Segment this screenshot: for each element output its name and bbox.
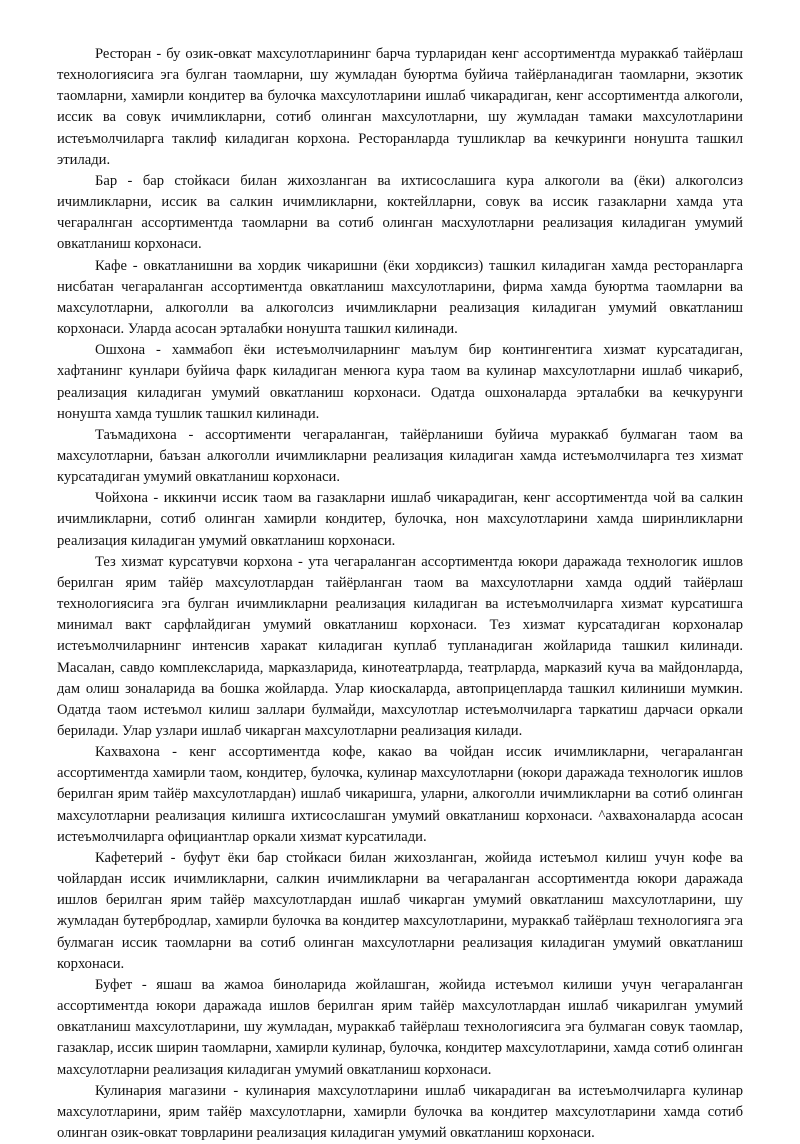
paragraph-oshkhona: Ошхона - хаммабоп ёки истеъмолчиларнинг маълум бир контингентига хизмат курсатадиган, хафтанинг кунлари буйича фарк киладиган менюга кура таом ва кулинар махсулотларни ишлаб чикариб, реализация киладиган умумий овкатланиш корхонаси. Одатда ошхоналарда эрталабки ва кечкурунги нонушта хамда тушлик ташкил килинади. (57, 342, 743, 422)
paragraph-cafe: Кафе - овкатланишни ва хордик чикаришни (ёки хордиксиз) ташкил киладиган хамда ресторанларга нисбатан чегараланган ассортиментда овкатланиш махсулотларини, фирма хамда буюртма таомларни ва махсулотларни, алкоголли ва алкоголсиз ичимликларни реализация киладиган умумий овкатланиш корхонаси. Уларда асосан эрталабки нонушта ташкил килинади. (57, 257, 743, 338)
paragraph-bar: Бар - бар стойкаси билан жихозланган ва ихтисослашига кура алкоголи ва (ёки) алкоголсиз ичимликларни, иссик ва салкин ичимликларни, коктейлларни, совук ва иссик газакларни хамда ута чегаралнган ассортиментда таомларни ва сотиб олинган масхулотларни реализация киладиган умумий овкатланиш корхонаси. (57, 172, 743, 253)
paragraph-restaurant: Ресторан - бу озик-овкат махсулотларининг барча турларидан кенг ассортиментда мураккаб тайёрлаш технологиясига эга булган таомларни, шу жумладан буюртма буйича тайёрланадиган таомларни, экзотик таомларни, хамирли кондитер ва булочка махсулотларини ишлаб чикарадиган, кенг ассортиментда алкоголи, иссик ва совук ичимликларни, сотиб олинган махсулотларни, шу жумладан тамаки махсулотларини истеъмолчиларга таклиф киладиган корхона. Ресторанларда тушликлар ва кечкуринги нонушта ташкил этилади. (57, 46, 743, 168)
paragraph-kakhvakhona: Кахвахона - кенг ассортиментда кофе, какао ва чойдан иссик ичимликларни, чегараланган ассортиментда хамирли таом, кондитер, булочка, кулинар махсулотларни (юкори даражада технологик ишлов берилган ярим тайёр махсулотлардан) ишлаб чикаришга, уларни, алкоголли ичимликларни ва сотиб олинган махсулотларни реализация килишга ихтисослашган умумий овкатланиш корхонаси. ^ахвахоналарда асосан истеъмолчиларга официантлар оркали хизмат курсатилади. (57, 744, 743, 845)
paragraph-buffet: Буфет - яшаш ва жамоа биноларида жойлашган, жойида истеъмол килиши учун чегараланган ассортиментда юкори даражада ишлов берилган ярим тайёр махсулотлардан ишлаб чикарилган умумий овкатланиш махсулотларини, шу жумладан, мураккаб тайёрлаш технологиясига эга булмаган совук таомлар, газаклар, иссик ширин таомларни, хамирли кулинар, булочка, кондитер махсулотларини, хамда сотиб олинган махсулотларни реализация киладиган умумий овкатланиш корхонаси. (57, 976, 743, 1078)
paragraph-fast-service: Тез хизмат курсатувчи корхона - ута чегараланган ассортиментда юкори даражада технологик ишлов берилган ярим тайёр махсулотлардан тайёрланган таом ва махсулотларни хамда оддий тайёрлаш технологиясига эга булган ичимликларни реализация киладиган ва истеъмолчиларга хизмат курсатишга минимал вакт сарфлайдиган умумий овкатланиш корхонаси. Тез хизмат курсатадиган корхоналар истеъмолчиларнинг интенсив харакат киладиган куплаб тупланадиган жойларида ташкил килинади. Масалан, савдо комплексларида, марказларида, кинотеатрларда, театрларда, марказий куча ва майдонларда, дам олиш зоналарида ва бошка жойларда. Улар киоскаларда, автоприцепларда ташкил килиниши мумкин. Одатда таом истеъмол килиш заллари булмайди, махсулотлар истеъмолчиларга таркатиш дарчаси оркали берилади. Улар узлари ишлаб чикарган махсулотларни реализация килади. (57, 553, 743, 739)
paragraph-cafeteria: Кафетерий - буфут ёки бар стойкаси билан жихозланган, жойида истеъмол килиш учун кофе ва чойлардан иссик ичимликларни, салкин ичимликларни ва чегараланган ассортиментда юкори даражада ишлов берилган ярим тайёр махсулотлардан ишлаб чикарган умумий овкатланиш махсулотларини, шу жумладан бутербродлар, хамирли булочка ва кондитер махсулотларини, мураккаб тайёрлаш технологияга эга булмаган иссик таомларни ва сотиб олинган махсулотларни реализация киладиган умумий овкатланиш корхонаси. (57, 849, 743, 972)
paragraph-choykhona: Чойхона - иккинчи иссик таом ва газакларни ишлаб чикарадиган, кенг ассортиментда чой ва салкин ичимликларни, сотиб олинган хамирли кондитер, булочка, нон махсулотларини хамда ширинликларни реализация киладиган умумий овкатланиш корхонаси. (57, 490, 743, 549)
paragraph-culinary-shop: Кулинария магазини - кулинария махсулотларини ишлаб чикарадиган ва истеъмолчиларга кулинар махсулотларини, ярим тайёр махсулотларни, хамирли булочка ва кондитер махсулотларини хамда сотиб олинган озик-овкат товрларини реализация киладиган умумий овкатланиш корхонаси. (57, 1082, 743, 1141)
paragraph-tamadikhona: Таъмадихона - ассортименти чегараланган, тайёрланиши буйича мураккаб булмаган таом ва махсулотларни, баъзан алкоголли ичимликларни реализация киладиган хамда истеъмолчиларга тез хизмат курсатадиган умумий овкатланиш корхонаси. (57, 426, 743, 486)
